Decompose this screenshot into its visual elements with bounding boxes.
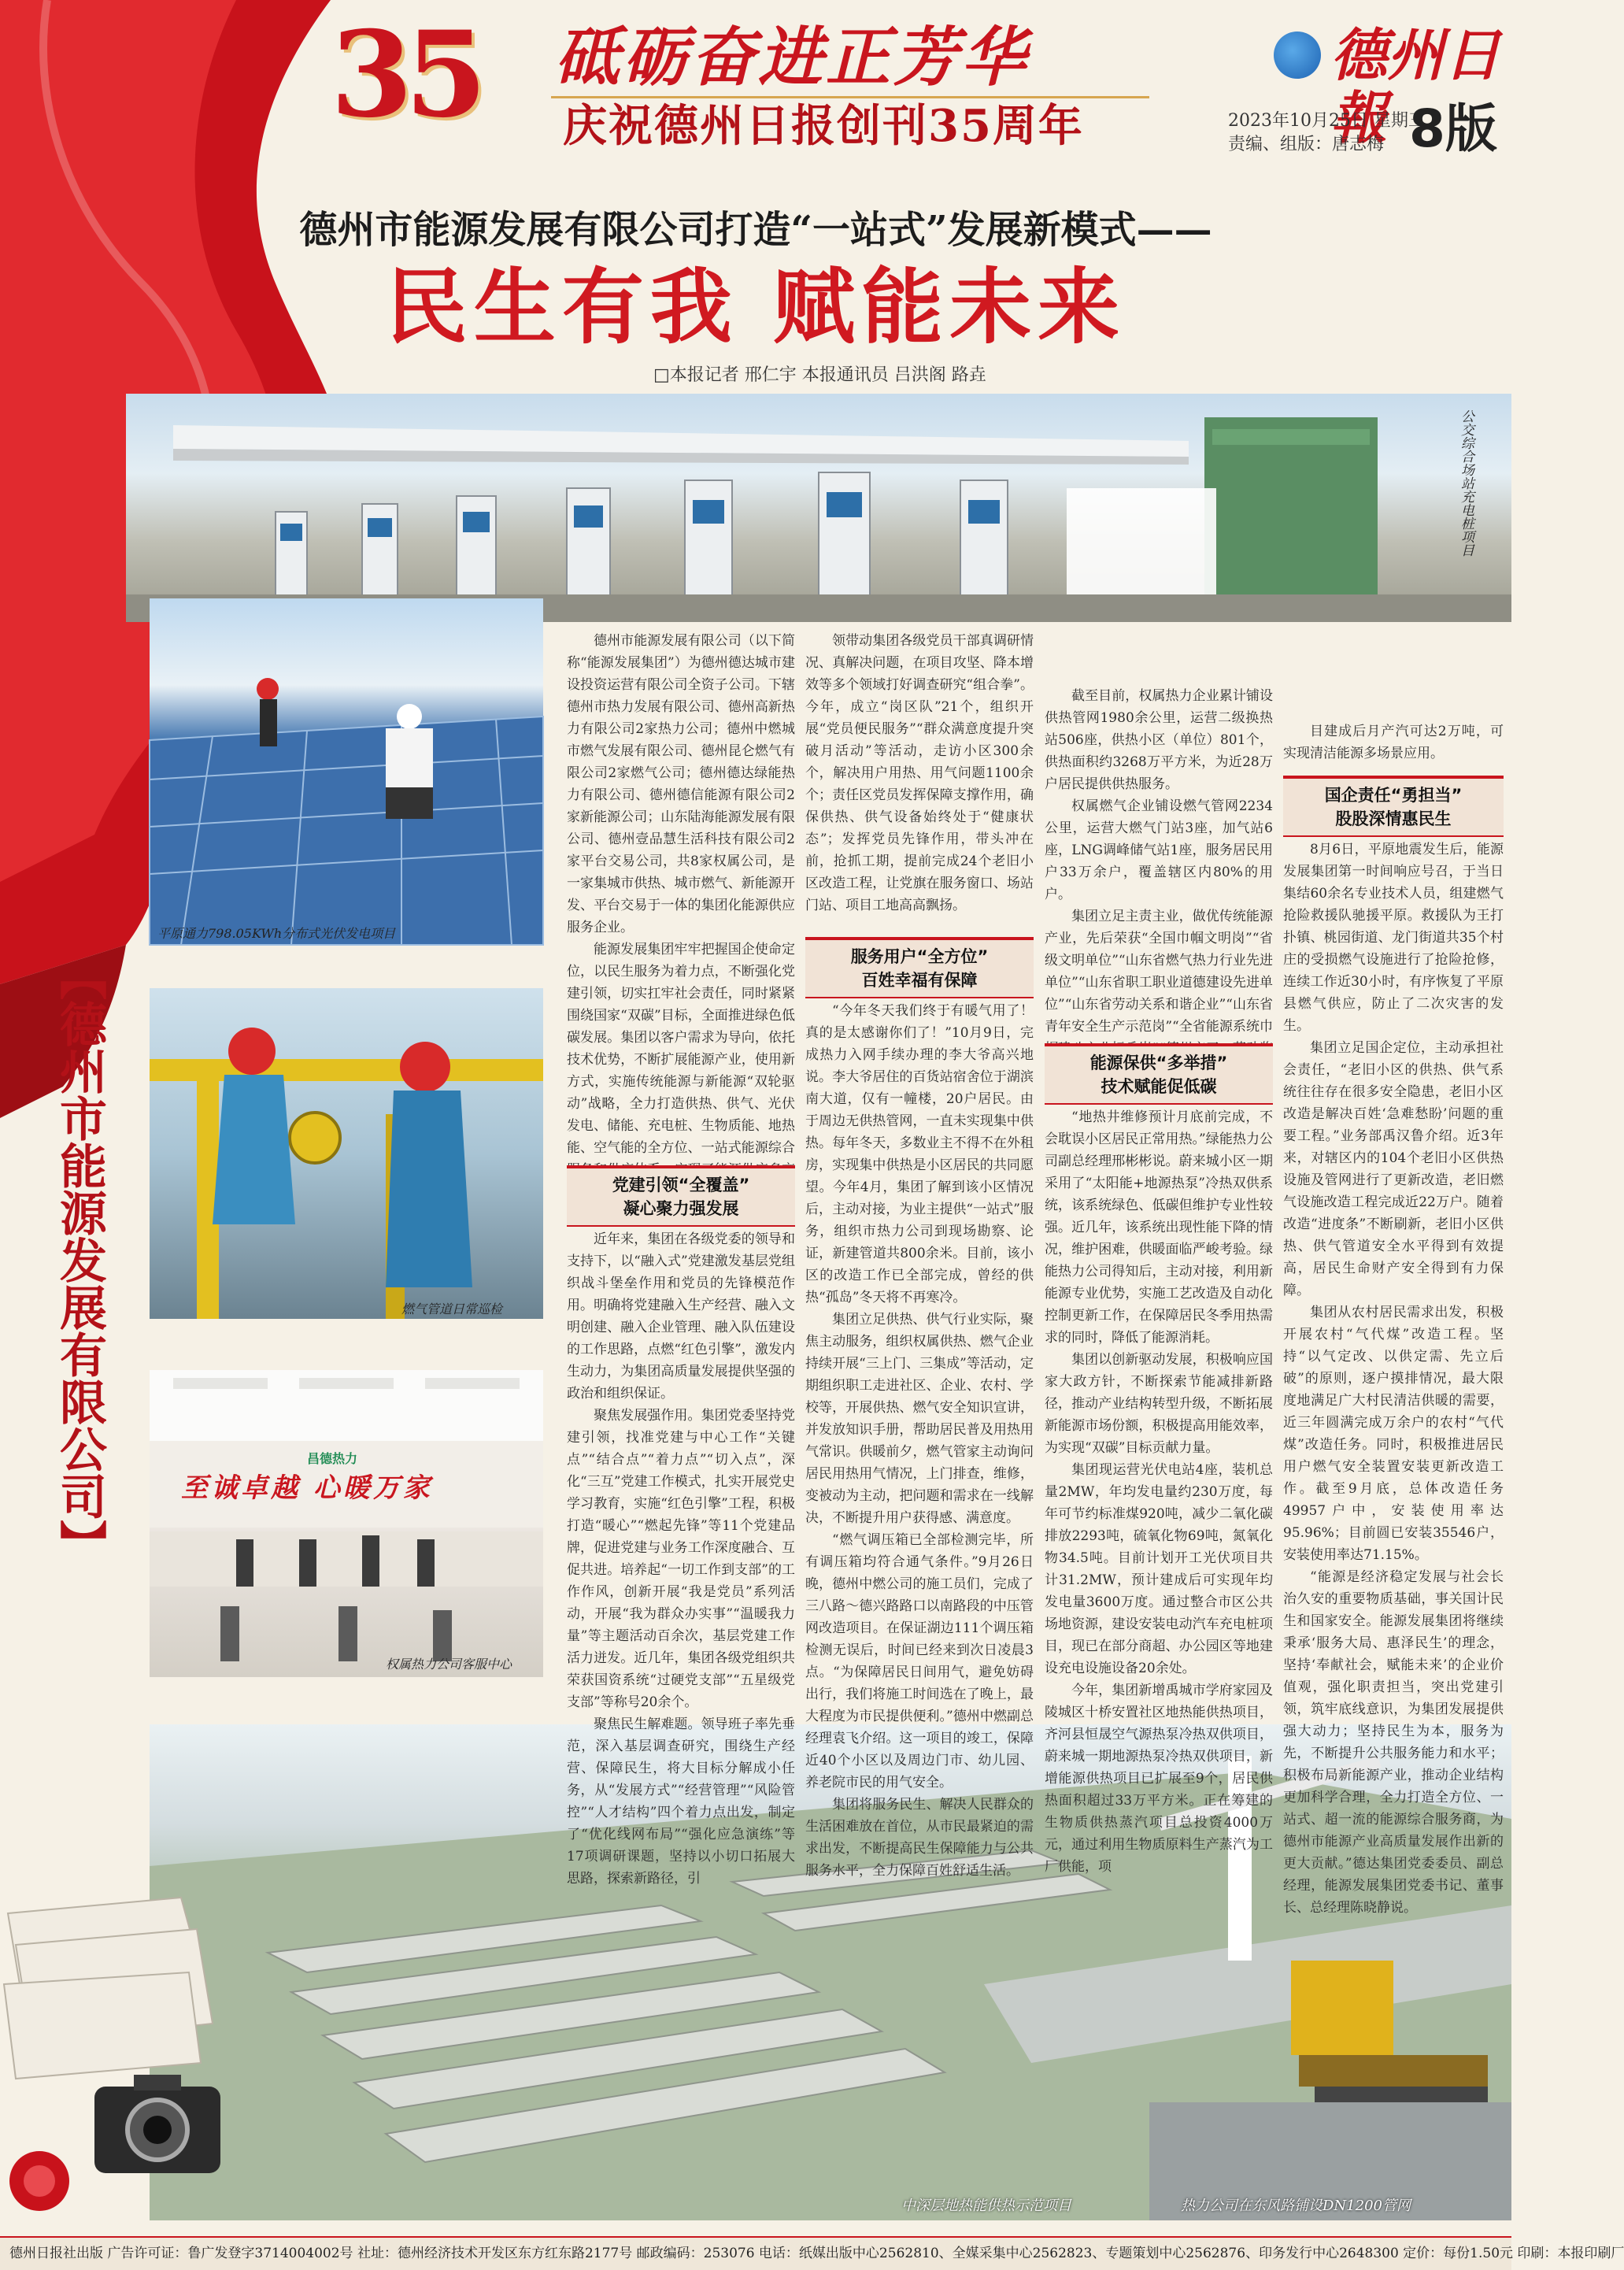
photo-caption: 中深层地热能供热示范项目 bbox=[901, 2198, 1071, 2214]
side-banner bbox=[35, 953, 106, 1740]
issue-date: 2023年10月25日 星期三 bbox=[1228, 111, 1426, 131]
article-paragraph: 权属燃气企业铺设燃气管网2234公里，运营大燃气门站3座，加气站6座，LNG调峰储气站1座，服务居民用户33万余户，覆盖辖区内80%的用户。 bbox=[1045, 798, 1273, 902]
anniversary-slogan: 砥砺奋进正芳华 bbox=[555, 20, 1029, 95]
article-paragraph: 8月6日，平原地震发生后，能源发展集团第一时间响应号召，于当日集结60余名专业技术人员，组建燃气抢险救援队驰援平原。救援队为王打扑镇、桃园街道、龙门街道共35个村庄的受损燃气设施进行了抢险抢修，连续工作近30小时，有序恢复了平原县燃气供应，防止了二次灾害的发生。 bbox=[1283, 842, 1504, 1034]
article-column-2a bbox=[805, 630, 1034, 929]
article-paragraph: 聚焦发展强作用。集团党委坚持党建引领，找准党建与中心工作“关键点”“结合点”“着力点”“切入点”，深化“三互”党建工作模式，扎实开展党史学习教育，实施“红色引擎”工程，积极打造“暖心”“燃起先锋”等11个党建品牌，促进党建与业务工作深度融合、互促共进。培养起“一切工作到支部”的工作作风，创新开展“我是党员”系列活动，开展“我为群众办实事”“温暖我力量”等主题活动百余次，基层党建工作活力迸发。近几年，集团各级党组织共荣获国资系统“过硬党支部”“五星级党支部”等称号20余个。 bbox=[567, 1408, 795, 1710]
article-paragraph: 德州市能源发展有限公司（以下简称“能源发展集团”）为德州德达城市建设投资运营有限公司全资子公司。下辖德州市热力发展有限公司、德州高新热力有限公司2家热力公司；德州中燃城市燃气发展有限公司、德州昆仑燃气有限公司2家燃气公司；德州德达绿能热力有限公司、德州德信能源有限公司2家新能源公司；山东陆海能源发展有限公司、德州壹品慧生活科技有限公司2家平台交易公司，共8家权属公司，是一家集城市供热、城市燃气、新能源开发、平台交易于一体的集团化能源供应服务企业。 bbox=[567, 633, 795, 935]
hall-logo: 昌德热力 bbox=[307, 1451, 358, 1466]
article-paragraph: 近年来，集团在各级党委的领导和支持下，以“融入式”党建激发基层党组织战斗堡垒作用和党员的先锋模范作用。明确将党建融入生产经营、融入文明创建、融入企业管理、融入队伍建设的工作思路，点燃“红色引擎”，激发内生动力，为集团高质量发展提供坚强的政治和组织保证。 bbox=[567, 1231, 795, 1402]
article-paragraph: 集团将服务民生、解决人民群众的生活困难放在首位，从市民最紧迫的需求出发，不断提高民生保障能力与公共服务水平，全力保障百姓舒适生活。 bbox=[805, 1797, 1034, 1879]
footer bbox=[0, 2236, 1624, 2270]
service-hall-illustration bbox=[150, 1370, 543, 1677]
gas-pipeline-photo bbox=[150, 988, 543, 1319]
newspaper-stack-decoration bbox=[0, 1890, 236, 2236]
article-paragraph: 集团现运营光伏电站4座，装机总量2MW，年均发电量约230万度，每年可节约标准煤920吨，减少二氧化碳排放2293吨，硫氧化物69吨，氮氧化物34.5吨。目前计划开工光伏项目共计31.2MW，预计建成后可实现年均发电量3600万度。通过整合市区公共场地资源，建设安装电动汽车充电桩项目，现已在部分商超、办公园区等地建设充电设施设备20余处。 bbox=[1045, 1462, 1273, 1676]
article-paragraph: “燃气调压箱已全部检测完毕，所有调压箱均符合通气条件。”9月26日晚，德州中燃公司的施工员们，完成了三八路～德兴路路口以南路段的中压管网改造项目。在保证湖边111个调压箱检测无误后，时间已经来到次日凌晨3点。“为保障居民日间用气，避免妨碍出行，我们将施工时间选在了晚上，最大程度为市民提供便利。”德州中燃副总经理袁飞介绍。这一项目的竣工，保障近40个小区以及周边门市、幼儿园、养老院市民的用气安全。 bbox=[805, 1532, 1034, 1790]
divider bbox=[551, 96, 1149, 98]
article-column-4b bbox=[1283, 839, 1504, 1916]
page-number: 8版 bbox=[1409, 98, 1497, 159]
subhead-state: 国企责任“勇担当” 股股深情惠民生 bbox=[1283, 776, 1504, 837]
photo-caption: 公交综合场站充电桩项目 bbox=[1458, 409, 1474, 557]
article-column-1a bbox=[567, 630, 795, 1165]
article-paragraph: 领带动集团各级党员干部真调研情况、真解决问题，在项目攻坚、降本增效等多个领域打好调查研究“组合拳”。今年，成立“岗区队”21个，组织开展“党员便民服务”“群众满意度提升突破月活动”等活动，走访小区300余个，解决用户用热、用气问题1100余个；责任区党员发挥保障支撑作用，确保供热、供气设备始终处于“健康状态”；发挥党员先锋作用，带头冲在前，抢抓工期，提前完成24个老旧小区改造工程，让党旗在服务窗口、场站门站、项目工地高高飘扬。 bbox=[805, 633, 1034, 913]
article-paragraph: 聚焦民生解难题。领导班子率先垂范，深入基层调查研究，围绕生产经营、保障民生，将大目标分解成小任务，从“发展方式”“经营管理”“风险管控”“人才结构”四个着力点出发，制定了“优化线网布局”“强化应急演练”等17项调研课题，坚持以小切口拓展大思路，探索新路径，引 bbox=[567, 1716, 795, 1887]
solar-panel-illustration bbox=[150, 598, 543, 945]
celebration-title: 庆祝德州日报创刊35周年 bbox=[563, 100, 1084, 152]
article-paragraph: 截至目前，权属热力企业累计铺设供热管网1980余公里，运营二级换热站506座，供热小区（单位）801个，供热面积约3268万平方米，为近28万户居民提供供热服务。 bbox=[1045, 688, 1273, 792]
article-column-1b bbox=[567, 1228, 795, 1887]
service-hall-photo bbox=[150, 1370, 543, 1677]
article-kicker: 德州市能源发展有限公司打造“一站式”发展新模式—— bbox=[299, 208, 1212, 252]
company-name-vertical: 【德州市能源发展有限公司】 bbox=[52, 953, 107, 1567]
article-paragraph: “地热井维修预计月底前完成，不会耽误小区居民正常用热。”绿能热力公司副总经理邢彬彬说。蔚来城小区一期采用了“太阳能+地源热泵”冷热双供系统，该系统绿色、低碳但维护专业性较强。近几年，该系统出现性能下降的情况，维护困难，供暖面临严峻考验。绿能热力公司得知后，主动对接，利用新能源专业优势，实施工艺改造及自动化控制更新工作，在保障居民冬季用热需求的同时，降低了能源消耗。 bbox=[1045, 1109, 1273, 1346]
article-column-3a bbox=[1045, 685, 1273, 1035]
solar-panel-photo bbox=[150, 598, 543, 945]
article-paragraph: “能源是经济稳定发展与社会长治久安的重要物质基础，事关国计民生和国家安全。能源发展集团将继续秉承‘服务大局、惠泽民生’的理念，坚持‘奉献社会，赋能未来’的企业价值观，强化职责担当，突出党建引领，筑牢底线意识，为集团发展提供强大动力；坚持民生为本，服务为先，不断提升公共服务能力和水平；积极布局新能源产业，推动企业结构更加科学合理，全力打造全方位、一站式、超一流的能源综合服务商，为德州市能源产业高质量发展作出新的更大贡献。”德达集团党委委员、副总经理，能源发展集团党委书记、董事长、总经理陈晓静说。 bbox=[1283, 1569, 1504, 1916]
article-column-3b bbox=[1045, 1106, 1273, 1875]
article-paragraph: 能源发展集团牢牢把握国企使命定位，以民生服务为着力点，不断强化党建引领，切实扛牢社会责任，同时紧紧围绕国家“双碳”目标，全面推进绿色低碳发展。集团以客户需求为导向，依托技术优势，不断扩展能源产业，使用新方式，实施传统能源与新能源“双轮驱动”战略，全力打造供热、供气、光伏发电、储能、充电桩、生物质能、地热能、空气能的全方位、一站式能源综合 bbox=[567, 942, 795, 1156]
charging-station-illustration bbox=[126, 394, 1511, 622]
article-paragraph: 今年，集团新增禹城市学府家园及陵城区十桥安置社区地热能供热项目，齐河县恒晟空气源热泵冷热双供项目，蔚来城一期地源热泵冷热双供项目，新增能源供热项目已扩展至9个，居民供热面积超过33万平方米。正在筹建的生物质供热蒸汽项目总投资4000万元，通过利用生物质原料生产蒸汽为工厂供能，项 bbox=[1045, 1683, 1273, 1875]
article-headline: 民生有我 赋能未来 bbox=[385, 259, 1126, 355]
anniversary-number: 35 bbox=[331, 6, 479, 144]
newspaper-name: 德州日報 bbox=[1330, 21, 1501, 151]
subhead-energy: 能源保供“多举措” 技术赋能促低碳 bbox=[1045, 1043, 1273, 1105]
article-paragraph: 集团从农村居民需求出发，积极开展农村“气代煤”改造工程。坚持“以气定改、以供定需、先立后破”的原则，逐户摸排情况，最大限度地满足广大村民清洁供暖的需要，近三年圆满完成万余户的农村“气代煤”改造任务。同时，积极推进居民用户燃气安全装置安装更新改造工作。截至9月底，总体改造任务49957户中，安装使用率达95.96%；目前圆已安装35546户，安装使用率达71.15%。 bbox=[1283, 1305, 1504, 1563]
article-column-2b bbox=[805, 1000, 1034, 1879]
editors-credit: 责编、组版：唐志梅 bbox=[1228, 135, 1385, 154]
photo-caption: 平原通力798.05KWh分布式光伏发电项目 bbox=[157, 926, 396, 941]
newspaper-logo-icon bbox=[1274, 31, 1321, 79]
article-paragraph: “今年冬天我们终于有暖气用了！真的是太感谢你们了！”10月9日，完成热力入网手续办理的李大爷高兴地说。李大爷居住的百货站宿舍位于湖滨南大道，仅有一幢楼，20户居民。由于周边无供热管网，一直未实现集中供热。每年冬天，多数业主不得不在外租房，实现集中供热是小区居民的共同愿望。今年4月，集团了解到该小区情况后，主动对接，为业主提供“一站式”服务，组织市热力公司到现场勘察、论证，新建管道共800余米。目前，该小区的改造工作已全部完成，曾经的供热“孤岛”冬天将不再寒冷。 bbox=[805, 1003, 1034, 1305]
photo-caption: 燃气管道日常巡检 bbox=[401, 1302, 503, 1316]
footer-imprint: 德州日报社出版 广告许可证：鲁广发登字3714004002号 社址：德州经济技术开发区东方红东路2177号 邮政编码：253076 电话：纸媒出版中心2562810、全媒采集中心2562823、专题策划中心2562876、印务发行中心2648300 定价：每份1.50元 印刷：本报印刷厂 bbox=[9, 2246, 1624, 2261]
article-paragraph: 集团立足主责主业，做优传统能源产业，先后荣获“全国巾帼文明岗”“省级文明单位”“山东省燃气热力行业先进单位”“山东省职工职业道德建设先进单位”“山东省劳动关系和谐企业”“山东省青年安全生产示范岗”“全省能源系统巾 bbox=[1045, 909, 1273, 1035]
article-paragraph: 目建成后月产汽可达2万吨，可实现清洁能源多场景应用。 bbox=[1283, 724, 1504, 761]
article-paragraph: 集团以创新驱动发展，积极响应国家大政方针，不断探索节能减排新路径，推动产业结构转型升级，不断拓展新能源市场份额，积极提高用能效率，为实现“双碳”目标贡献力量。 bbox=[1045, 1352, 1273, 1456]
photo-caption: 热力公司在东风路铺设DN1200管网 bbox=[1181, 2198, 1411, 2214]
charging-station-photo bbox=[126, 394, 1511, 622]
gas-pipeline-illustration bbox=[150, 988, 543, 1319]
article-paragraph: 集团立足国企定位，主动承担社会责任，“老旧小区的供热、供气系统往往存在很多安全隐患，老旧小区改造是解决百姓‘急难愁盼’问题的重要工程。”业务部禹汉鲁介绍。近3年来，对辖区内的104个老旧小区供热设施及管网进行了更新改造，老旧燃气设施改造工程完成近22万户。随着改造“进度条”不断刷新，老旧小区供热、供气管道安全水平得到有效提高，居民生命财产安全得到有力保障。 bbox=[1283, 1040, 1504, 1298]
photo-caption: 权属热力公司客服中心 bbox=[386, 1657, 512, 1672]
hall-wall-sign: 至诚卓越 心暖万家 bbox=[181, 1472, 433, 1504]
subhead-party: 党建引领“全覆盖” 凝心聚力强发展 bbox=[567, 1165, 795, 1227]
article-byline: □本报记者 邢仁宇 本报通讯员 吕洪阁 路垚 bbox=[653, 365, 986, 385]
article-column-4a bbox=[1283, 720, 1504, 765]
subhead-service: 服务用户“全方位” 百姓幸福有保障 bbox=[805, 937, 1034, 998]
article-paragraph: 集团立足供热、供气行业实际，聚焦主动服务，组织权属供热、燃气企业持续开展“三上门、三集成”等活动，定期组织职工走进社区、企业、农村、学校等，开展供热、燃气安全知识宣讲，并发放知识手册，帮助居民普及用热用气常识。供暖前夕，燃气管家主动询问居民用热用气情况，上门排查，维修，变被动为主动，把问题和需求在一线解决，不断提升用户获得感、满意度。 bbox=[805, 1312, 1034, 1526]
